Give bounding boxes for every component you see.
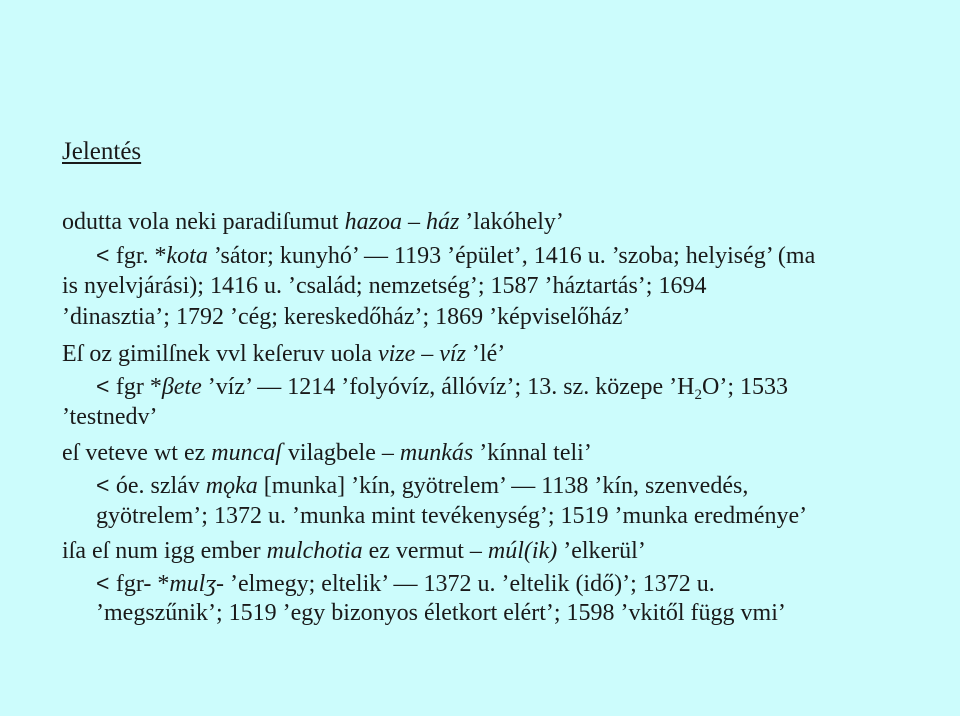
text: ’sátor; kunyhó’ — 1193 ’épület’, 1416 u. ’szoba; helyiség’ (ma xyxy=(207,243,816,269)
text: odutta vola neki paradiſumut xyxy=(62,209,345,235)
text: – xyxy=(415,341,440,367)
modern-word: víz xyxy=(439,341,466,367)
etymology-line: ’dinasztia’; 1792 ’cég; kereskedőház’; 1869 ’képviselőház’ xyxy=(62,304,631,330)
etymology-line: gyötrelem’; 1372 u. ’munka mint tevékenység’; 1519 ’munka eredménye’ xyxy=(96,503,808,529)
text: iſa eſ num igg ember xyxy=(62,538,267,564)
old-word: mulchotia xyxy=(266,538,363,564)
etymology-line: ’megszűnik’; 1519 ’egy bizonyos életkort elért’; 1598 ’vkitől függ vmi’ xyxy=(96,600,786,626)
etymon: mulʒ- xyxy=(169,571,224,597)
text: óe. szláv xyxy=(115,473,206,499)
text: fgr- * xyxy=(115,571,170,597)
etymology-line xyxy=(96,568,715,599)
meaning: ’elkerül’ xyxy=(557,538,646,564)
text: fgr. * xyxy=(115,243,167,269)
text: O’; 1533 xyxy=(702,374,788,400)
etymology-line: is nyelvjárási); 1416 u. ’család; nemzetség’; 1587 ’háztartás’; 1694 xyxy=(62,273,707,299)
origin-marker: < xyxy=(96,570,116,596)
origin-marker: < xyxy=(96,242,116,268)
text: ’víz’ — 1214 ’folyóvíz, állóvíz’; 13. sz. közepe ’H xyxy=(201,374,695,400)
example-line xyxy=(62,207,564,237)
modern-word: munkás xyxy=(399,440,474,466)
etymon: kota xyxy=(166,243,208,269)
etymology-line xyxy=(96,240,815,271)
etymology-line: ’testnedv’ xyxy=(62,404,158,430)
meaning: ’lé’ xyxy=(465,341,506,367)
text: eſ veteve wt ez xyxy=(62,440,212,466)
meaning: ’lakóhely’ xyxy=(459,209,564,235)
etymon: βete xyxy=(161,374,202,400)
etymon: mǫka xyxy=(205,473,258,499)
text: – xyxy=(401,209,426,235)
meaning: ’kínnal teli’ xyxy=(473,440,592,466)
modern-word: ház xyxy=(425,209,460,235)
text: Eſ oz gimilſnek vvl keſeruv uola xyxy=(62,341,378,367)
modern-word: múl(ik) xyxy=(487,538,558,564)
text: ’elmegy; eltelik’ — 1372 u. ’eltelik (idő)’; 1372 u. xyxy=(223,571,715,597)
text: vilagbele – xyxy=(281,440,400,466)
text: fgr * xyxy=(115,374,162,400)
text: [munka] ’kín, gyötrelem’ — 1138 ’kín, szenvedés, xyxy=(257,473,749,499)
etymology-line xyxy=(96,371,788,402)
old-word: hazoa xyxy=(344,209,402,235)
example-line xyxy=(62,536,646,566)
old-word: vize xyxy=(377,341,416,367)
origin-marker: < xyxy=(96,373,116,399)
example-line xyxy=(62,438,592,468)
example-line xyxy=(62,339,505,369)
page-title: Jelentés xyxy=(62,138,142,165)
origin-marker: < xyxy=(96,472,116,498)
subscript: 2 xyxy=(694,387,702,403)
old-word: muncaſ xyxy=(211,440,282,466)
etymology-line xyxy=(96,470,748,501)
text: ez vermut – xyxy=(362,538,488,564)
